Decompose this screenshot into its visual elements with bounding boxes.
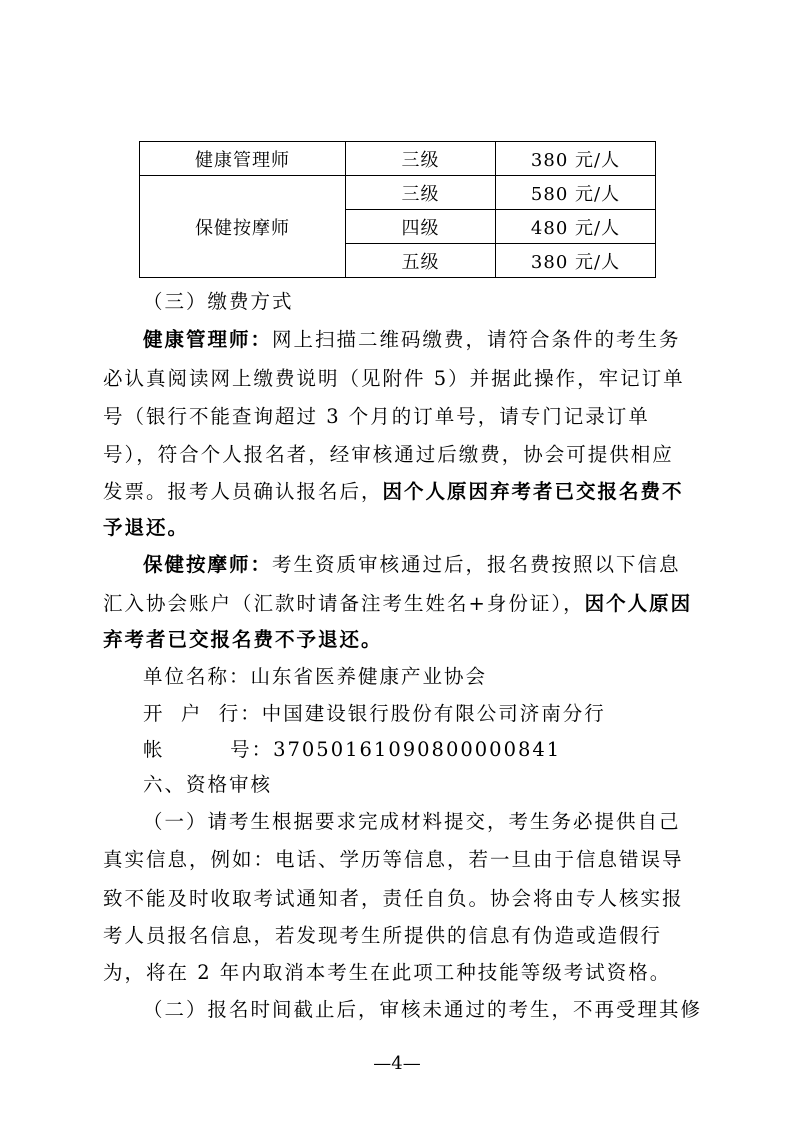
mt-line-1 [143,550,743,580]
level-cell: 四级 [346,210,496,244]
fee-cell: 580 元/人 [496,176,656,210]
fee-cell: 480 元/人 [496,210,656,244]
section-heading-qualification: 六、资格审核 [143,773,273,796]
qual-p1-line-1: （一）请考生根据要求完成材料提交，考生务必提供自己 [143,810,681,833]
refund-notice: 因个人原因 [584,592,693,615]
hm-line-2: 必认真阅读网上缴费说明（见附件 5）并据此操作，牢记订单 [103,367,685,390]
page-number: —4— [373,1053,421,1074]
table-row [140,142,656,176]
fee-cell: 380 元/人 [496,142,656,176]
mt-label: 保健按摩师： [143,553,273,576]
qual-p1-line-4: 考人员报名信息，若发现考生所提供的信息有伪造或造假行 [103,924,663,947]
payment-heading: （三）缴费方式 [143,290,294,313]
fee-table [139,141,656,278]
fee-cell: 380 元/人 [496,244,656,278]
hm-text: 网上扫描二维码缴费，请符合条件的考生务 [272,328,681,351]
level-cell: 五级 [346,244,496,278]
account-number: 帐 号：37050161090800000841 [143,738,562,761]
bank-name: 开 户 行：中国建设银行股份有限公司济南分行 [143,702,606,725]
unit-name: 单位名称：山东省医养健康产业协会 [143,665,488,688]
qual-p1-line-3: 致不能及时收取考试通知者，责任自负。协会将由专人核实报 [103,887,684,910]
level-cell: 三级 [346,142,496,176]
occupation-cell: 健康管理师 [140,142,346,176]
table-row [140,176,656,210]
mt-text: 汇入协会账户（汇款时请备注考生姓名+身份证）， [103,592,585,615]
hm-text: 发票。报考人员确认报名后， [103,480,383,503]
level-cell: 三级 [346,176,496,210]
hm-line-3: 号（银行不能查询超过 3 个月的订单号，请专门记录订单 [103,405,650,428]
occupation-cell: 保健按摩师 [140,176,346,278]
hm-line-4: 号），符合个人报名者，经审核通过后缴费，协会可提供相应 [103,443,674,466]
mt-line-3: 弃考者已交报名费不予退还。 [103,628,383,651]
hm-label: 健康管理师： [143,328,273,351]
qual-p1-line-2: 真实信息，例如：电话、学历等信息，若一旦由于信息错误导 [103,848,684,871]
hm-line-1 [143,325,743,355]
qual-p2-line-1: （二）报名时间截止后，审核未通过的考生，不再受理其修 [143,998,703,1021]
hm-line-5 [103,477,703,507]
hm-line-6: 予退还。 [103,516,190,539]
refund-notice: 因个人原因弃考者已交报名费不 [382,480,684,503]
mt-text: 考生资质审核通过后，报名费按照以下信息 [272,553,681,576]
qual-p1-line-5: 为，将在 2 年内取消本考生在此项工种技能等级考试资格。 [103,961,672,984]
mt-line-2 [103,589,703,619]
